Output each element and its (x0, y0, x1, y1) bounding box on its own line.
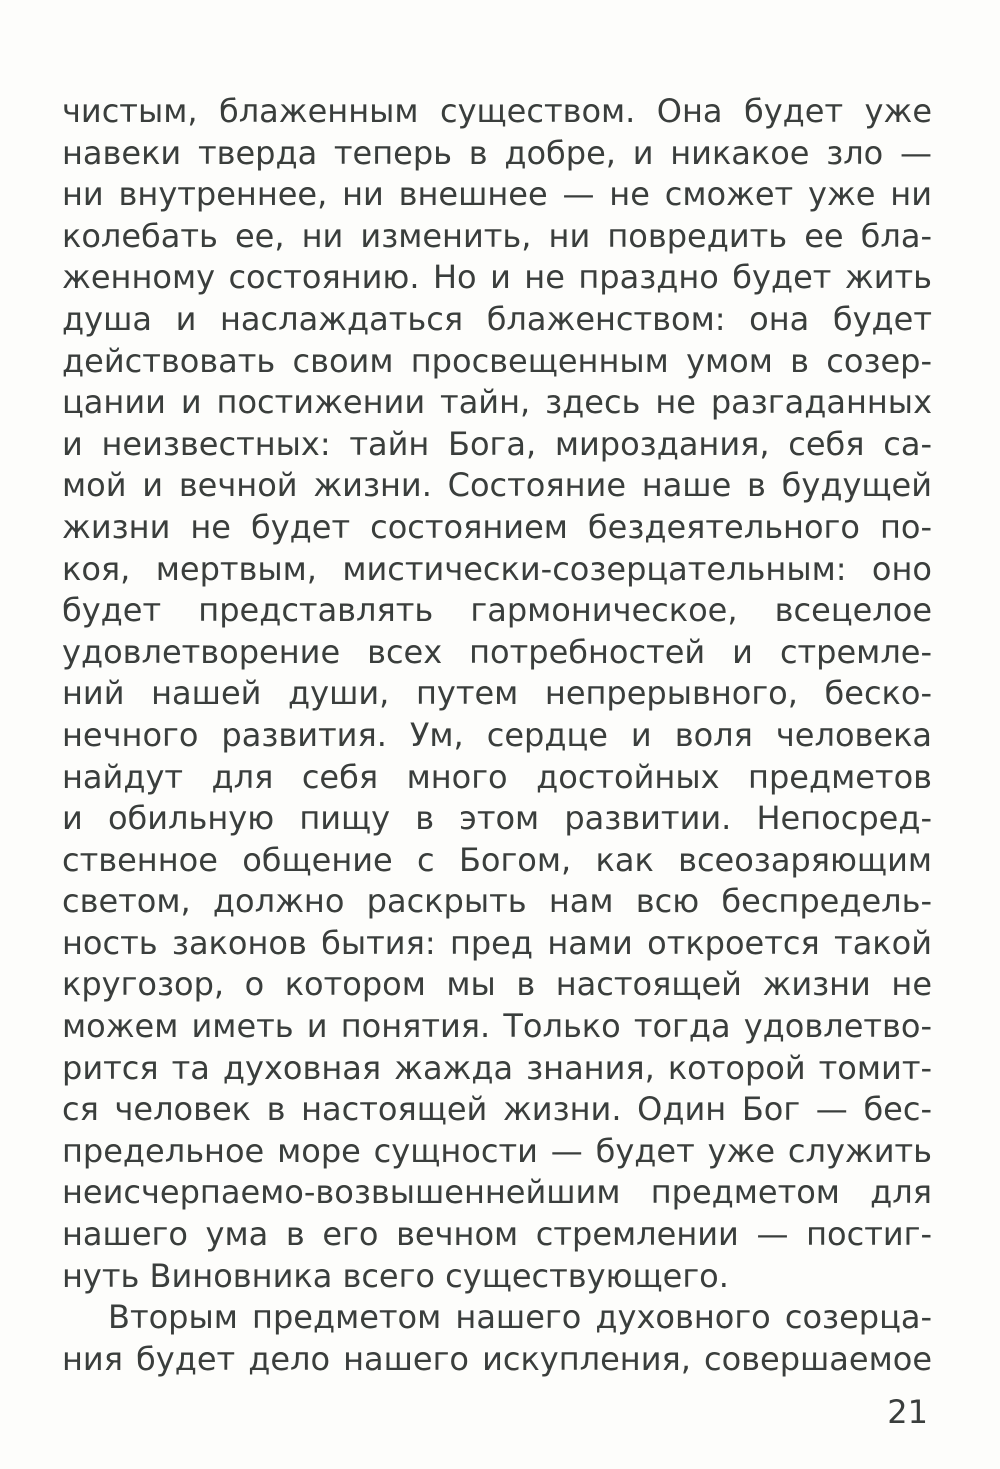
text-line: ний нашей души, путем непрерывного, беско- (62, 674, 932, 713)
text-line: мой и вечной жизни. Состояние наше в будущей (62, 466, 932, 505)
text-line: Вторым предметом нашего духовного созерца- (108, 1298, 932, 1337)
text-line: рится та духовная жажда знания, которой томит- (62, 1048, 932, 1087)
text-line: женному состоянию. Но и не праздно будет жить (62, 258, 932, 297)
text-line: жизни не будет состоянием бездеятельного по- (62, 507, 932, 546)
text-line: цании и постижении тайн, здесь не разгаданных (62, 383, 932, 422)
text-line: коя, мертвым, мистически-созерцательным: оно (62, 549, 932, 588)
text-line: можем иметь и понятия. Только тогда удовлетво- (62, 1007, 932, 1046)
text-line: и неизвестных: тайн Бога, мироздания, себя са- (62, 424, 932, 463)
text-line: нечного развития. Ум, сердце и воля человека (62, 715, 932, 754)
paragraph-2 (62, 1297, 932, 1380)
body-text (62, 91, 932, 1380)
text-line: ния будет дело нашего искупления, совершаемое (62, 1339, 932, 1378)
text-line: неисчерпаемо-возвышеннейшим предметом для (62, 1173, 932, 1212)
text-line: будет представлять гармоническое, всецелое (62, 591, 932, 630)
text-line: навеки тверда теперь в добре, и никакое зло — (62, 133, 932, 172)
text-line: и обильную пищу в этом развитии. Непосред- (62, 799, 932, 838)
text-line: чистым, блаженным существом. Она будет уже (62, 92, 932, 130)
text-line: нуть Виновника всего существующего. (62, 1256, 729, 1295)
paragraph-1 (62, 91, 932, 1297)
text-line: кругозор, о котором мы в настоящей жизни не (62, 965, 932, 1004)
text-line: предельное море сущности — будет уже служить (62, 1131, 932, 1170)
text-line: ни внутреннее, ни внешнее — не сможет уже ни (62, 175, 932, 214)
text-line: душа и наслаждаться блаженством: она будет (62, 299, 932, 338)
text-line: ность законов бытия: пред нами откроется такой (62, 923, 932, 962)
text-line: ственное общение с Богом, как всеозаряющим (62, 840, 932, 879)
text-line: удовлетворение всех потребностей и стремле- (62, 632, 932, 671)
text-line: действовать своим просвещенным умом в созер- (62, 341, 932, 380)
page-number: 21 (887, 1393, 928, 1431)
text-line: ся человек в настоящей жизни. Один Бог — бес- (62, 1090, 932, 1129)
text-line: нашего ума в его вечном стремлении — постиг- (62, 1215, 932, 1254)
text-line: найдут для себя много достойных предметов (62, 757, 932, 796)
text-line: светом, должно раскрыть нам всю беспредель- (62, 882, 932, 921)
text-line: колебать ее, ни изменить, ни повредить ее бла- (62, 216, 932, 255)
